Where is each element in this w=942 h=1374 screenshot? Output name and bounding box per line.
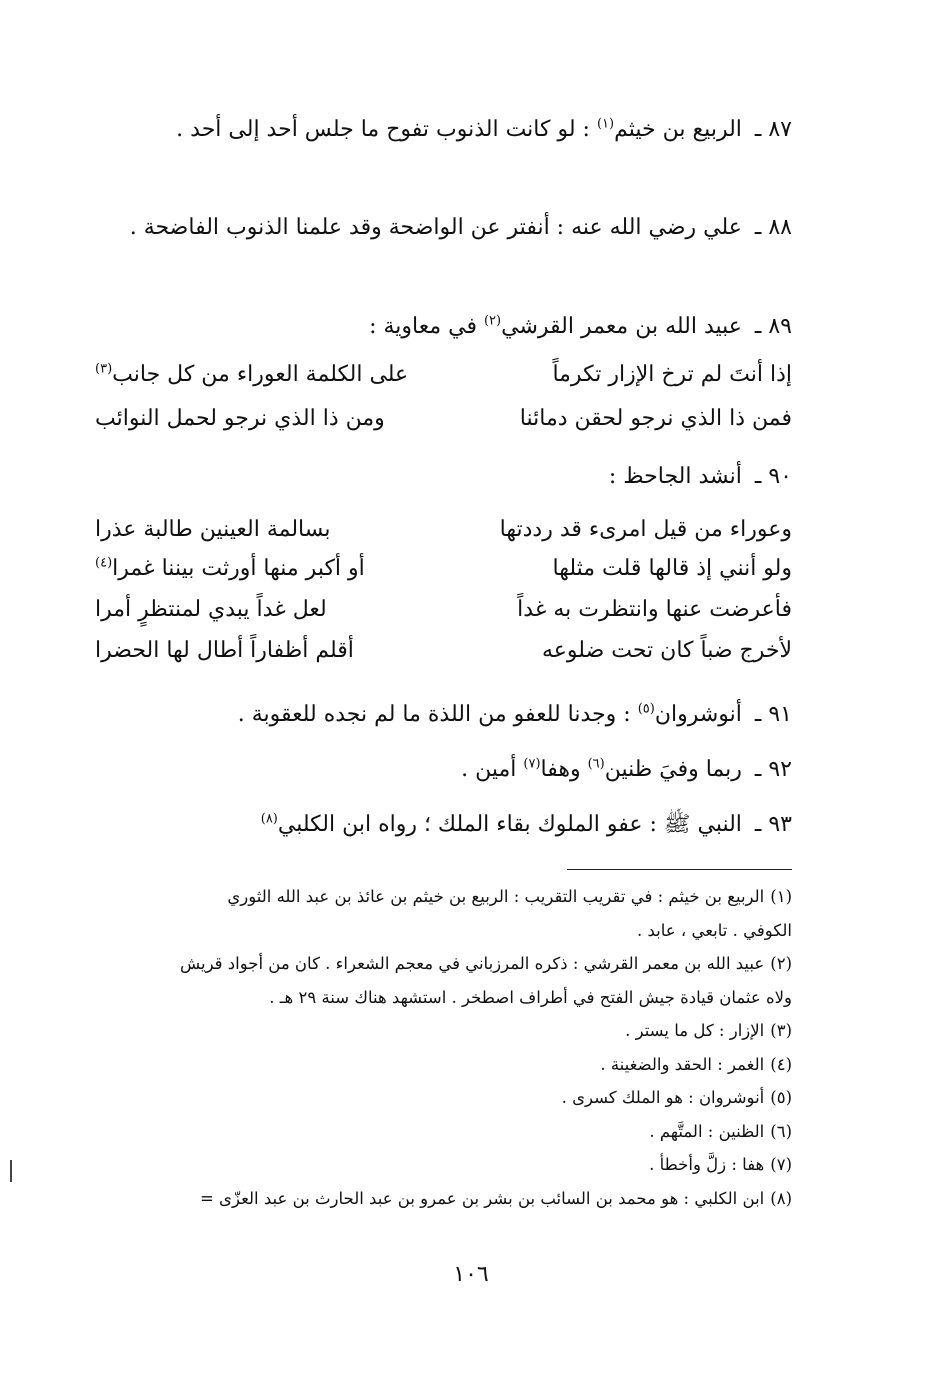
footnote-separator — [567, 869, 792, 870]
entry-text: : لو كانت الذنوب تفوح ما جلس أحد إلى أحد . — [176, 117, 590, 142]
footnote-text: عبيد الله بن معمر القرشي : ذكره المرزباني في معجم الشعراء . كان من أجواد قريش — [179, 954, 765, 973]
entry-93 — [95, 800, 792, 850]
verse-second-hemistich — [95, 556, 425, 581]
verse-line — [95, 638, 792, 678]
entry-text: النبي ﷺ : عفو الملوك بقاء الملك ؛ رواه ابن الكلبي — [277, 812, 742, 837]
entry-number: ٩٠ ـ — [754, 464, 792, 489]
footnote — [95, 1148, 792, 1182]
footnote-number: (٣) — [770, 1021, 792, 1040]
footnote-continuation: الكوفي . تابعي ، عابد . — [637, 920, 792, 940]
footnote-ref: (٧) — [523, 756, 541, 772]
footnote — [95, 880, 792, 914]
verse-first-hemistich: ولو أنني إذ قالها قلت مثلها — [552, 556, 792, 581]
footnote-number: (٢) — [770, 954, 792, 973]
footnote-text: الإزار : كل ما يستر . — [625, 1021, 765, 1040]
entry-92 — [150, 745, 792, 795]
entry-number: ٨٩ ـ — [754, 314, 792, 339]
footnote-number: (٦) — [770, 1121, 792, 1141]
entry-91 — [150, 690, 792, 740]
entry-number: ٩١ ـ — [754, 702, 792, 727]
verse-first-hemistich: فأعرضت عنها وانتظرت به غداً — [517, 597, 792, 622]
entry-text: الربيع بن خيثم — [614, 117, 742, 142]
footnote — [95, 1014, 792, 1048]
verse-first-hemistich: لأخرج ضباً كان تحت ضلوعه — [542, 638, 792, 663]
entry-number: ٩٣ ـ — [754, 812, 792, 837]
footnote-number: (١) — [770, 887, 792, 906]
verse-text: أو أكبر منها أورثت بيننا غمرا — [112, 556, 365, 581]
entry-text: أنوشروان — [654, 702, 742, 727]
footnote-ref: (٤) — [95, 555, 113, 571]
footnote-ref: (٢) — [483, 313, 502, 329]
entry-number: ٨٨ ـ — [754, 215, 792, 240]
page-number: ١٠٦ — [453, 1262, 489, 1287]
entry-text: أمين . — [461, 757, 517, 782]
footnote — [95, 1081, 792, 1115]
verse-line — [95, 362, 792, 402]
verse-line — [95, 517, 792, 557]
footnote-ref: (٨) — [260, 811, 278, 827]
entry-text: أنشد الجاحظ : — [608, 464, 742, 489]
footnote — [95, 1115, 792, 1149]
footnote-text: أنوشروان : هو الملك كسرى . — [561, 1088, 765, 1107]
verse-second-hemistich: لعل غداً يبدي لمنتظرٍ أمرا — [95, 597, 327, 622]
entry-87 — [95, 105, 792, 155]
footnote-ref: (١) — [596, 116, 615, 132]
verse-line — [95, 556, 792, 596]
verse-first-hemistich: وعوراء من قيل امرىء قد رددتها — [499, 517, 792, 542]
footnote-number: (٧) — [770, 1155, 792, 1174]
footnote-text: الظنين : المتَّهم . — [649, 1121, 765, 1141]
entry-89 — [150, 302, 792, 352]
footnote — [95, 1048, 792, 1082]
entry-number: ٨٧ ـ — [754, 117, 792, 142]
verse-text: على الكلمة العوراء من كل جانب — [112, 362, 409, 387]
entry-text: : وجدنا للعفو من اللذة ما لم نجده للعقوبة . — [237, 702, 631, 727]
margin-mark — [10, 1160, 12, 1182]
footnote — [95, 1182, 792, 1216]
entry-number: ٩٢ ـ — [754, 757, 792, 782]
verse-first-hemistich: إذا أنتَ لم ترخ الإزار تكرماً — [552, 362, 792, 387]
verse-first-hemistich: فمن ذا الذي نرجو لحقن دمائنا — [519, 406, 792, 431]
entry-90 — [150, 452, 792, 502]
entry-text: وهفا — [540, 757, 581, 782]
footnote-text: هفا : زلَّ وأخطأ . — [649, 1155, 765, 1174]
footnote-number: (٥) — [770, 1088, 792, 1107]
entry-text: في معاوية : — [369, 314, 477, 339]
footnote-text: الغمر : الحقد والضغينة . — [600, 1054, 765, 1074]
entry-88 — [95, 203, 792, 253]
verse-second-hemistich: ومن ذا الذي نرجو لحمل النوائب — [95, 406, 385, 431]
verse-second-hemistich — [95, 362, 425, 387]
footnote-text: الربيع بن خيثم : في تقريب التقريب : الربيع بن خيثم بن عائذ بن عبد الله الثوري — [227, 887, 765, 906]
footnote-ref: (٣) — [95, 361, 113, 377]
footnote-ref: (٥) — [637, 701, 655, 717]
entry-text: ربما وفيَ ظنين — [604, 757, 742, 782]
entry-text: عبيد الله بن معمر القرشي — [501, 314, 742, 339]
verse-line — [95, 597, 792, 637]
footnote-number: (٨) — [770, 1188, 792, 1208]
verse-second-hemistich: أقلم أظفاراً أطال لها الحضرا — [95, 638, 354, 663]
verse-second-hemistich: بسالمة العينين طالبة عذرا — [95, 517, 331, 542]
footnote-text: ابن الكلبي : هو محمد بن السائب بن بشر بن عمرو بن عبد الحارث بن عبد العزّى = — [199, 1188, 765, 1208]
footnote-number: (٤) — [770, 1054, 792, 1074]
footnote — [95, 947, 792, 981]
footnotes — [95, 880, 792, 1215]
verse-line — [95, 406, 792, 446]
entry-text: علي رضي الله عنه : أنفتر عن الواضحة وقد علمنا الذنوب الفاضحة . — [129, 215, 742, 240]
footnote-continuation: ولاه عثمان قيادة جيش الفتح في أطراف اصطخر . استشهد هناك سنة ٢٩ هـ . — [269, 987, 792, 1007]
footnote-ref: (٦) — [587, 756, 605, 772]
